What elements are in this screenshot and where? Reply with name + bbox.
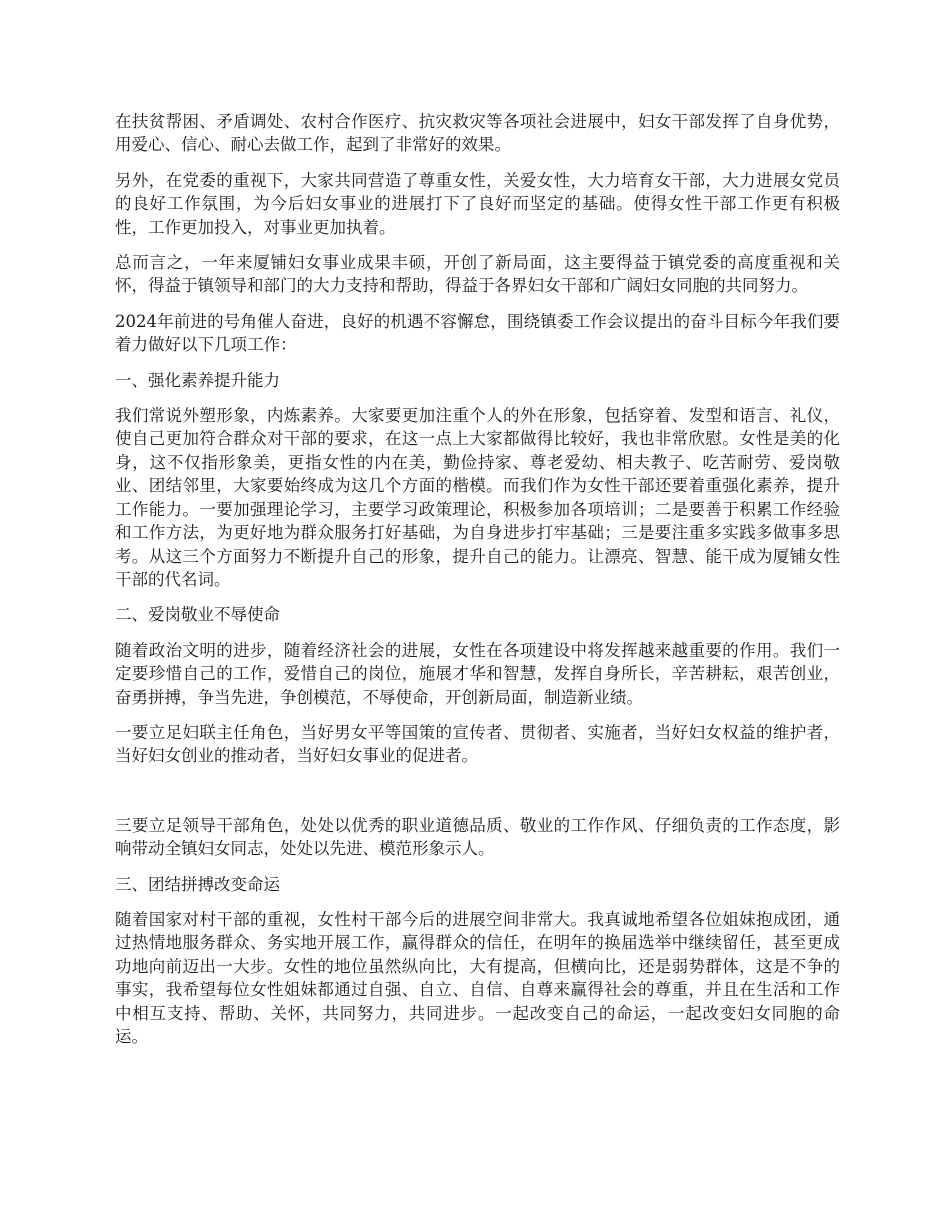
spacer [115, 780, 840, 814]
paragraph-summary: 总而言之，一年来厦铺妇女事业成果丰硕，开创了新局面，这主要得益于镇党委的高度重视和关怀，得益于镇领导和部门的大力支持和帮助，得益于各界妇女干部和广阔妇女同胞的共同努力。 [115, 253, 840, 296]
paragraph-role-women-federation: 一要立足妇联主任角色，当好男女平等国策的宣传者、贯彻者、实施者，当好妇女权益的维护者，当好妇女创业的推动者，当好妇女事业的促进者。 [115, 722, 840, 766]
paragraph-section-3-body: 随着国家对村干部的重视，女性村干部今后的进展空间非常大。我真诚地希望各位姐妹抱成团，通过热情地服务群众、务实地开展工作，赢得群众的信任，在明年的换届选举中继续留任，甚至更成功地向前迈出一大步。女性的地位虽然纵向比，大有提高，但横向比，还是弱势群体，这是不争的事实，我希望每位女性姐妹都通过自强、自立、自信、自尊来赢得社会的尊重，并且在生活和工作中相互支持、帮助、关怀，共同努力，共同进步。一起改变自己的命运，一起改变妇女同胞的命运。 [115, 909, 840, 1046]
section-heading-1: 一、强化素养提升能力 [115, 370, 280, 390]
section-heading-3: 三、团结拼搏改变命运 [115, 874, 280, 894]
section-heading-2: 二、爱岗敬业不辱使命 [115, 605, 280, 625]
paragraph-intro-achievements: 在扶贫帮困、矛盾调处、农村合作医疗、抗灾救灾等各项社会进展中，妇女干部发挥了自身优势，用爱心、信心、耐心去做工作，起到了非常好的效果。 [115, 112, 840, 155]
paragraph-party-support: 另外，在党委的重视下，大家共同营造了尊重女性，关爱女性，大力培育女干部，大力进展女党员的良好工作氛围，为今后妇女事业的进展打下了良好而坚定的基础。使得女性干部工作更有积极性，工作更加投入，对事业更加执着。 [115, 170, 840, 237]
paragraph-2024-goals: 2024年前进的号角催人奋进，良好的机遇不容懈怠，围绕镇委工作会议提出的奋斗目标今年我们要着力做好以下几项工作： [115, 311, 840, 355]
paragraph-section-1-body: 我们常说外塑形象，内炼素养。大家要更加注重个人的外在形象，包括穿着、发型和语言、礼仪，使自己更加符合群众对干部的要求，在这一点上大家都做得比较好，我也非常欣慰。女性是美的化身，这不仅指形象美，更指女性的内在美，勤俭持家、尊老爱幼、相夫教子、吃苦耐劳、爱岗敬业、团结邻里，大家要始终成为这几个方面的楷模。而我们作为女性干部还要着重强化素养，提升工作能力。一要加强理论学习，主要学习政策理论，积极参加各项培训；二是要善于积累工作经验和工作方法，为更好地为群众服务打好基础，为自身进步打牢基础；三是要注重多实践多做事多思考。从这三个方面努力不断提升自己的形象，提升自己的能力。让漂亮、智慧、能干成为厦铺女性干部的代名词。 [115, 406, 840, 589]
paragraph-role-leader: 三要立足领导干部角色，处处以优秀的职业道德品质、敬业的工作作风、仔细负责的工作态度，影响带动全镇妇女同志，处处以先进、模范形象示人。 [115, 815, 840, 859]
paragraph-section-2-body: 随着政治文明的进步，随着经济社会的进展，女性在各项建设中将发挥越来越重要的作用。我们一定要珍惜自己的工作，爱惜自己的岗位，施展才华和智慧，发挥自身所长，辛苦耕耘，艰苦创业，奋勇拼搏，争当先进，争创模范，不辱使命，开创新局面，制造新业绩。 [115, 640, 840, 707]
document-body [115, 110, 840, 1060]
